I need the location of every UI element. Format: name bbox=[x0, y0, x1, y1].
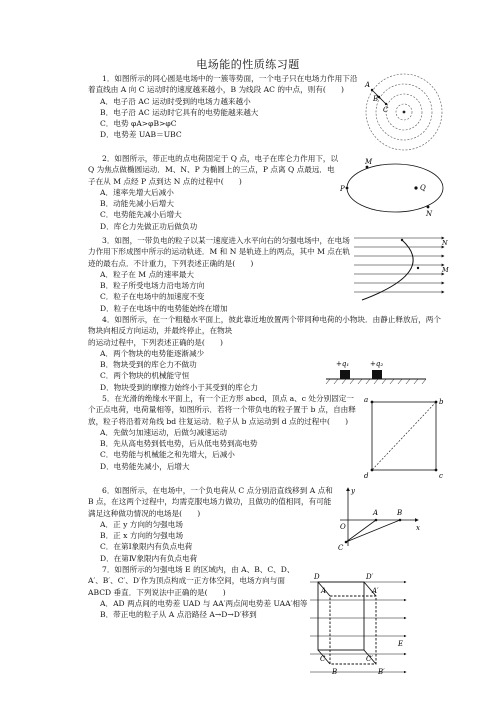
question-1-option-b: B．电子沿 AC 运动时它具有的电势能越来越大 bbox=[100, 107, 259, 117]
fig6-label-y: y bbox=[351, 487, 355, 495]
question-5-option-b: B．先从高电势到低电势，后从低电势到高电势 bbox=[100, 439, 258, 449]
question-2 bbox=[88, 153, 340, 232]
figure-concentric-circles bbox=[364, 70, 444, 152]
fig5-label-a: a bbox=[364, 396, 369, 404]
fig2-label-q: Q bbox=[420, 184, 426, 192]
question-7-option-b: B．带正电的粒子从 A 点沿路径 A→D→D′移到 bbox=[100, 610, 257, 620]
fig2-label-p: P bbox=[340, 185, 345, 193]
fig6-label-o: O bbox=[340, 523, 346, 531]
question-1-option-a: A．电子沿 AC 运动时受到的电场力越来越小 bbox=[100, 96, 251, 106]
fig2-label-m: M bbox=[365, 158, 373, 166]
fig7-label-c-prime: C′ bbox=[366, 655, 373, 663]
page-title: 电场能的性质练习题 bbox=[196, 58, 300, 71]
figure-coordinate-plane bbox=[336, 484, 426, 554]
question-4-option-a: A．两个物块的电势能逐渐减少 bbox=[100, 348, 205, 358]
question-7 bbox=[88, 564, 308, 620]
question-6-option-b: B．正 x 方向的匀强电场 bbox=[100, 531, 184, 541]
fig5-label-c: c bbox=[439, 472, 443, 480]
question-4-option-b: B．物块受到的库仑力不做功 bbox=[100, 360, 197, 370]
question-7-stem: 7．如图所示的匀强电场 E 的区域内，由 A、B、C、D、A′、B′、C′、D′作为顶点构成一正方体空间，电场方向与面 ABCD 垂直．下列说法中正确的是( ) bbox=[88, 565, 295, 597]
question-3-option-c: C．粒子在电场中的加速度不变 bbox=[100, 292, 205, 302]
question-3-stem: 3．如图，一带负电的粒子以某一速度进入水平向右的匀强电场中，在电场力作用下形成图中所示的运动轨迹．M 和 N 是轨迹上的两点，其中 M 点在轨迹的最右点．不计重力，下列表述正确的是( ) bbox=[88, 236, 351, 268]
fig7-label-a-prime: A′ bbox=[372, 587, 379, 595]
question-5-option-d: D．电势能先减小，后增大 bbox=[100, 461, 190, 471]
fig7-label-b: B bbox=[332, 668, 338, 676]
fig3-label-n: N bbox=[442, 239, 448, 247]
question-5-option-a: A．先做匀加速运动，后做匀减速运动 bbox=[100, 427, 227, 437]
question-4-option-d: D．物块受到的摩擦力始终小于其受到的库仑力 bbox=[100, 382, 258, 392]
question-5 bbox=[88, 393, 358, 472]
question-7-option-a: A．AD 两点间的电势差 UAD 与 AA′两点间电势差 UAA′相等 bbox=[100, 598, 308, 608]
fig7-label-d-prime: D′ bbox=[366, 573, 374, 581]
question-2-option-b: B．动能先减小后增大 bbox=[100, 199, 174, 209]
question-3-option-b: B．粒子所受电场力沿电场方向 bbox=[100, 281, 205, 291]
fig7-label-c: C bbox=[320, 655, 326, 663]
fig4-label-q2: +q₂ bbox=[370, 360, 384, 368]
question-4-stem-line-2: 的运动过程中，下列表述正确的是( ) bbox=[88, 337, 224, 347]
figure-ellipse-orbit bbox=[340, 156, 450, 218]
question-2-option-d: D．库仑力先做正功后做负功 bbox=[100, 221, 198, 231]
figure-uniform-field-trajectory bbox=[352, 232, 452, 304]
fig3-label-m: M bbox=[442, 266, 449, 274]
fig6-label-c: C bbox=[338, 544, 344, 552]
fig7-label-d: D bbox=[314, 573, 320, 581]
figure-cube-in-field bbox=[308, 568, 412, 690]
question-2-option-c: C．电势能先减小后增大 bbox=[100, 210, 182, 220]
question-6 bbox=[88, 485, 336, 564]
question-5-stem: 5．在光滑的绝缘水平面上，有一个正方形 abcd，顶点 a、c 处分别固定一个正点电荷，电荷量相等，如图所示．若将一个带负电的粒子置于 b 点，自由释放，粒子将沿着对角线 bd 往复运动．粒子从 b 点运动到 d 点的过程中( ) bbox=[88, 394, 356, 426]
fig2-label-n: N bbox=[426, 210, 433, 218]
fig4-label-q1: +q₁ bbox=[336, 360, 350, 368]
fig6-label-b: B bbox=[397, 509, 403, 517]
fig6-label-x: x bbox=[416, 524, 420, 532]
fig7-label-b-prime: B′ bbox=[378, 668, 385, 676]
question-6-option-c: C．在第Ⅰ象限内有负点电荷 bbox=[100, 542, 193, 552]
fig1-label-b: B bbox=[373, 95, 379, 103]
fig7-label-a: A bbox=[321, 587, 327, 595]
question-3 bbox=[88, 235, 352, 314]
question-1-stem: 1．如图所示的同心圆是电场中的一簇等势面，一个电子只在电场力作用下沿着直线由 A 向 C 运动时的速度越来越小，B 为线段 AC 的中点，则有( ) bbox=[88, 74, 358, 95]
question-2-option-a: A．速率先增大后减小 bbox=[100, 187, 174, 197]
fig7-label-e: E bbox=[398, 640, 404, 648]
question-5-option-c: C．电势能与机械能之和先增大，后减小 bbox=[100, 450, 235, 460]
question-1 bbox=[88, 73, 360, 141]
fig5-label-b: b bbox=[439, 398, 444, 406]
question-6-stem: 6．如图所示，在电场中，一个负电荷从 C 点分别沿直线移到 A 点和 B 点，在这两个过程中，均需克服电场力做功，且做功的值相同，有可能满足这种做功情况的电场是( ) bbox=[88, 486, 333, 518]
figure-charged-blocks bbox=[322, 356, 432, 392]
question-4-stem-line-1: 4．如图所示，在一个粗糙水平面上，彼此靠近地放置两个带同种电荷的小物块．由静止释放后，两个物块向相反方向运动，并最终停止，在物块 bbox=[88, 315, 441, 336]
question-3-option-a: A．粒子在 M 点的速率最大 bbox=[100, 269, 195, 279]
question-4-option-c: C．两个物块的机械能守恒 bbox=[100, 371, 190, 381]
question-6-option-a: A．正 y 方向的匀强电场 bbox=[100, 519, 183, 529]
question-6-option-d: D．在第Ⅳ象限内有负点电荷 bbox=[100, 553, 198, 563]
question-1-option-d: D．电势差 UAB＝UBC bbox=[100, 130, 182, 140]
figure-square-abcd bbox=[364, 394, 446, 480]
question-1-option-c: C．电势 φA>φB>φC bbox=[100, 119, 177, 129]
question-2-stem: 2．如图所示，带正电的点电荷固定于 Q 点，电子在库仑力作用下，以 Q 为焦点做椭圆运动．M、N、P 为椭圆上的三点，P 点离 Q 点最远．电子在从 M 点经 P 点到达 N 点的过程中( ) bbox=[88, 154, 339, 186]
fig6-label-a: A bbox=[373, 509, 379, 517]
fig1-label-a: A bbox=[365, 81, 371, 89]
fig5-label-d: d bbox=[364, 472, 369, 480]
question-3-option-d: D．粒子在电场中的电势能始终在增加 bbox=[100, 303, 228, 313]
fig1-label-c: C bbox=[383, 106, 389, 114]
